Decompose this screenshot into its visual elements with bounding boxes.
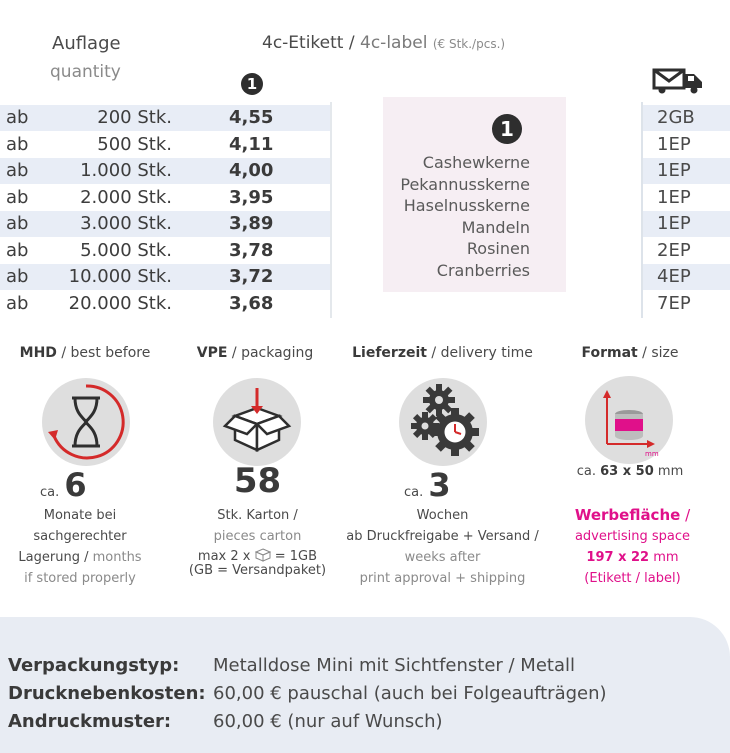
delivery-description	[320, 505, 565, 589]
vpe-icon-circle	[213, 378, 301, 466]
row-price: 4,11	[229, 134, 274, 155]
shipping-value: 1EP	[657, 213, 691, 234]
delivery-value	[404, 466, 451, 504]
format-icon-unit: mm	[645, 450, 659, 458]
format-unit: mm	[657, 464, 684, 479]
mhd-line: Lagerung / months	[18, 550, 142, 565]
header-auflage: Auflage	[52, 33, 121, 54]
header-slash: /	[343, 33, 361, 53]
shipping-value: 2GB	[657, 107, 695, 128]
vpe-number: 58	[233, 461, 282, 501]
format-ad-title: Werbefläche /	[574, 506, 691, 524]
format-ca: ca.	[576, 464, 596, 479]
shipping-value: 1EP	[657, 187, 691, 208]
filling-item: Haselnusskerne	[403, 196, 530, 215]
delivery-ca: ca.	[404, 485, 424, 500]
filling-item: Rosinen	[466, 239, 530, 258]
mhd-line: if stored properly	[24, 571, 136, 586]
shipping-value: 1EP	[657, 134, 691, 155]
delivery-title: Lieferzeit / delivery time	[352, 345, 533, 361]
mhd-value	[40, 466, 87, 504]
fillings-list	[400, 152, 530, 281]
detail-value: 60,00 € (nur auf Wunsch)	[213, 711, 443, 732]
row-price: 3,78	[229, 240, 274, 261]
format-ad-en: advertising space	[574, 529, 691, 544]
mhd-line-en: months	[92, 550, 142, 565]
shipping-value: 1EP	[657, 160, 691, 181]
filling-item: Cashewkerne	[422, 153, 530, 172]
delivery-title-en: delivery time	[440, 345, 533, 361]
format-icon-circle	[585, 376, 673, 464]
format-size-value: 63 x 50	[600, 464, 654, 479]
format-ad-space	[555, 505, 710, 589]
table-row	[0, 185, 332, 211]
fillings-box	[383, 97, 566, 292]
mhd-line: Monate bei	[43, 508, 117, 523]
format-ad-de: Werbefläche	[574, 506, 681, 524]
header-label-en: 4c-label	[360, 33, 428, 53]
details-panel	[0, 617, 730, 753]
column-marker-badge: 1	[241, 73, 263, 95]
mhd-title-de: MHD	[19, 345, 57, 361]
row-ab: ab	[6, 160, 29, 181]
row-quantity: 20.000 Stk.	[68, 293, 172, 314]
header-unit: (€ Stk./pcs.)	[432, 37, 506, 51]
row-price: 3,95	[229, 187, 274, 208]
row-quantity: 200 Stk.	[97, 107, 172, 128]
row-quantity: 2.000 Stk.	[80, 187, 172, 208]
mhd-ca: ca.	[40, 485, 60, 500]
row-ab: ab	[6, 187, 29, 208]
vpe-line: pieces carton	[213, 529, 302, 544]
table-row	[0, 132, 332, 158]
row-price: 3,89	[229, 213, 274, 234]
shipping-row	[641, 158, 730, 184]
truck-envelope-icon	[652, 66, 706, 98]
table-row	[0, 158, 332, 184]
delivery-line: Wochen	[416, 508, 469, 523]
format-ad-size-value: 197 x 22	[586, 550, 650, 565]
row-quantity: 5.000 Stk.	[80, 240, 172, 261]
header-quantity: quantity	[50, 62, 121, 82]
row-quantity: 3.000 Stk.	[80, 213, 172, 234]
box-icon	[213, 378, 301, 466]
shipping-row	[641, 185, 730, 211]
row-ab: ab	[6, 134, 29, 155]
row-ab: ab	[6, 266, 29, 287]
mhd-title: MHD / best before	[19, 345, 151, 361]
shipping-row	[641, 291, 730, 317]
detail-value: Metalldose Mini mit Sichtfenster / Metall	[213, 655, 576, 676]
shipping-value: 4EP	[657, 266, 691, 287]
row-ab: ab	[6, 293, 29, 314]
shipping-divider	[641, 102, 643, 318]
detail-value: 60,00 € pauschal (auch bei Folgeaufträgen)	[213, 683, 607, 704]
format-title-en: size	[651, 345, 679, 361]
vpe-line	[170, 548, 345, 564]
table-row	[0, 105, 332, 131]
shipping-row	[641, 264, 730, 290]
row-price: 4,55	[229, 107, 274, 128]
mhd-title-en: best before	[70, 345, 151, 361]
vpe-title-de: VPE	[196, 345, 228, 361]
filling-item: Cranberries	[436, 260, 530, 280]
filling-item: Mandeln	[461, 217, 530, 237]
vpe-title: VPE / packaging	[196, 345, 314, 361]
fillings-marker-badge: 1	[492, 114, 522, 144]
tin-can-icon	[585, 376, 673, 464]
detail-key: Drucknebenkosten:	[8, 683, 206, 704]
format-title-de: Format	[581, 345, 638, 361]
row-quantity: 500 Stk.	[97, 134, 172, 155]
row-ab: ab	[6, 107, 29, 128]
table-row	[0, 264, 332, 290]
delivery-line: print approval + shipping	[359, 571, 526, 586]
small-box-icon	[255, 548, 271, 562]
detail-key: Andruckmuster:	[8, 711, 172, 732]
row-ab: ab	[6, 240, 29, 261]
vpe-line-b: = 1GB	[274, 549, 318, 564]
header-label-de: 4c-Etikett	[262, 33, 344, 53]
row-quantity: 10.000 Stk.	[68, 266, 172, 287]
row-quantity: 1.000 Stk.	[80, 160, 172, 181]
delivery-title-de: Lieferzeit	[352, 345, 427, 361]
format-title: Format / size	[581, 345, 679, 361]
row-price: 3,68	[229, 293, 274, 314]
shipping-row	[641, 132, 730, 158]
vpe-line: (GB = Versandpaket)	[188, 563, 327, 578]
mhd-icon-circle	[42, 378, 130, 466]
gears-clock-icon	[399, 378, 487, 466]
shipping-row	[641, 105, 730, 131]
shipping-row	[641, 238, 730, 264]
table-row	[0, 238, 332, 264]
format-ad-size	[555, 547, 710, 568]
row-price: 4,00	[229, 160, 274, 181]
shipping-value: 7EP	[657, 293, 691, 314]
table-row	[0, 211, 332, 237]
mhd-line-de: Lagerung	[18, 550, 80, 565]
format-ad-note: (Etikett / label)	[584, 571, 681, 586]
vpe-title-en: packaging	[241, 345, 314, 361]
delivery-icon-circle	[399, 378, 487, 466]
hourglass-icon	[42, 378, 130, 466]
shipping-row	[641, 211, 730, 237]
header-label	[262, 33, 505, 53]
mhd-number: 6	[64, 466, 87, 504]
delivery-line: weeks after	[404, 550, 481, 565]
mhd-line: sachgerechter	[33, 529, 127, 544]
delivery-number: 3	[428, 466, 451, 504]
vpe-line-a: max 2 x	[197, 549, 251, 564]
filling-item: Pekannusskerne	[400, 174, 530, 194]
vpe-line: Stk. Karton /	[217, 508, 298, 523]
shipping-value: 2EP	[657, 240, 691, 261]
table-row	[0, 291, 332, 317]
table-divider	[330, 102, 332, 318]
vpe-description	[170, 505, 345, 578]
format-size	[565, 464, 695, 479]
row-price: 3,72	[229, 266, 274, 287]
format-ad-unit: mm	[653, 550, 679, 565]
delivery-line: ab Druckfreigabe + Versand /	[346, 529, 539, 544]
row-ab: ab	[6, 213, 29, 234]
detail-key: Verpackungstyp:	[8, 655, 180, 676]
mhd-description	[0, 505, 160, 589]
